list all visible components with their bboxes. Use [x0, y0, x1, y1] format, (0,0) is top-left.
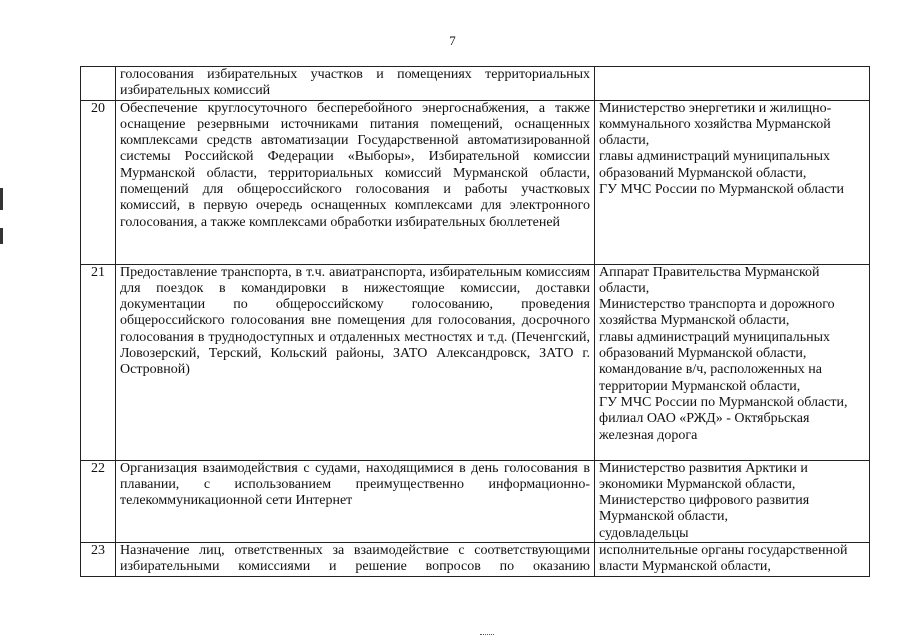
- row-description: Организация взаимодействия с судами, находящимися в день голосования в плавании, с использованием преимущественно информационно-телекоммуникационной сети Интернет: [116, 460, 595, 542]
- row-description: голосования избирательных участков и помещениях территориальных избирательных комиссий: [116, 67, 595, 101]
- row-number: 21: [81, 264, 116, 460]
- responsible-line: власти Мурманской области,: [599, 559, 771, 575]
- responsible-line: территории Мурманской области,: [599, 378, 801, 394]
- responsible-line: области,: [599, 133, 650, 149]
- row-responsible: [595, 100, 870, 264]
- responsible-line: главы администраций муниципальных: [599, 329, 831, 345]
- table-row: [81, 100, 870, 264]
- responsible-line: главы администраций муниципальных: [599, 149, 831, 165]
- responsible-line: командование в/ч, расположенных на: [599, 362, 822, 378]
- row-number: 20: [81, 100, 116, 264]
- scan-artifact: [480, 634, 494, 637]
- responsible-line: филиал ОАО «РЖД» - Октябрьская: [599, 411, 810, 427]
- scan-edge-mark: [0, 188, 3, 210]
- responsible-line: Мурманской области,: [599, 509, 728, 525]
- scan-edge-mark: [0, 228, 3, 244]
- responsible-line: экономики Мурманской области,: [599, 476, 796, 492]
- row-description: Предоставление транспорта, в т.ч. авиатранспорта, избирательным комиссиям для поездок в командировки в нижестоящие комиссии, доставки документации по общероссийскому голосованию, проведения общероссийского голосования вне помещения для голосования, досрочного голосования в труднодоступных и отдаленных местностях и т.д. (Печенгский, Ловозерский, Терский, Кольский районы, ЗАТО Александровск, ЗАТО г. Островной): [116, 264, 595, 460]
- row-description: Обеспечение круглосуточного бесперебойного энергоснабжения, а также оснащение резервными источниками питания помещений, оснащенных комплексами средств автоматизации Государственной автоматизированной системы Российской Федерации «Выборы», Избирательной комиссии Мурманской области, территориальных комиссий Мурманской области, помещений для общероссийского голосования и работы участковых комиссий, в первую очередь оснащенных комплексами для электронного голосования, а также комплексами обработки избирательных бюллетеней: [116, 100, 595, 264]
- row-responsible: [595, 543, 870, 577]
- responsible-line: хозяйства Мурманской области,: [599, 313, 790, 329]
- responsible-line: Министерство развития Арктики и: [599, 460, 808, 476]
- row-number: [81, 67, 116, 101]
- table-row: [81, 67, 870, 101]
- responsible-line: ГУ МЧС России по Мурманской области,: [599, 394, 848, 410]
- responsible-line: Министерство цифрового развития: [599, 493, 810, 509]
- row-responsible: [595, 264, 870, 460]
- row-number: 22: [81, 460, 116, 542]
- responsible-line: исполнительные органы государственной: [599, 543, 848, 559]
- responsible-line: области,: [599, 280, 650, 296]
- row-description: Назначение лиц, ответственных за взаимодействие с соответствующими избирательными комиссиями и решение вопросов по оказанию: [116, 543, 595, 577]
- row-number: 23: [81, 543, 116, 577]
- responsible-line: железная дорога: [599, 427, 698, 443]
- responsible-line: образований Мурманской области,: [599, 346, 807, 362]
- table-row: [81, 460, 870, 542]
- responsible-line: образований Мурманской области,: [599, 165, 807, 181]
- responsible-line: Министерство транспорта и дорожного: [599, 297, 835, 313]
- table-row: [81, 264, 870, 460]
- responsible-line: судовладельцы: [599, 525, 689, 541]
- page-number: 7: [449, 33, 456, 48]
- responsible-line: коммунального хозяйства Мурманской: [599, 116, 831, 132]
- responsible-line: Министерство энергетики и жилищно-: [599, 100, 832, 116]
- responsible-line: Аппарат Правительства Мурманской: [599, 264, 820, 280]
- table-row: [81, 543, 870, 577]
- measures-table: [80, 66, 870, 577]
- row-responsible: [595, 460, 870, 542]
- row-responsible: [595, 67, 870, 101]
- responsible-line: ГУ МЧС России по Мурманской области: [599, 182, 845, 198]
